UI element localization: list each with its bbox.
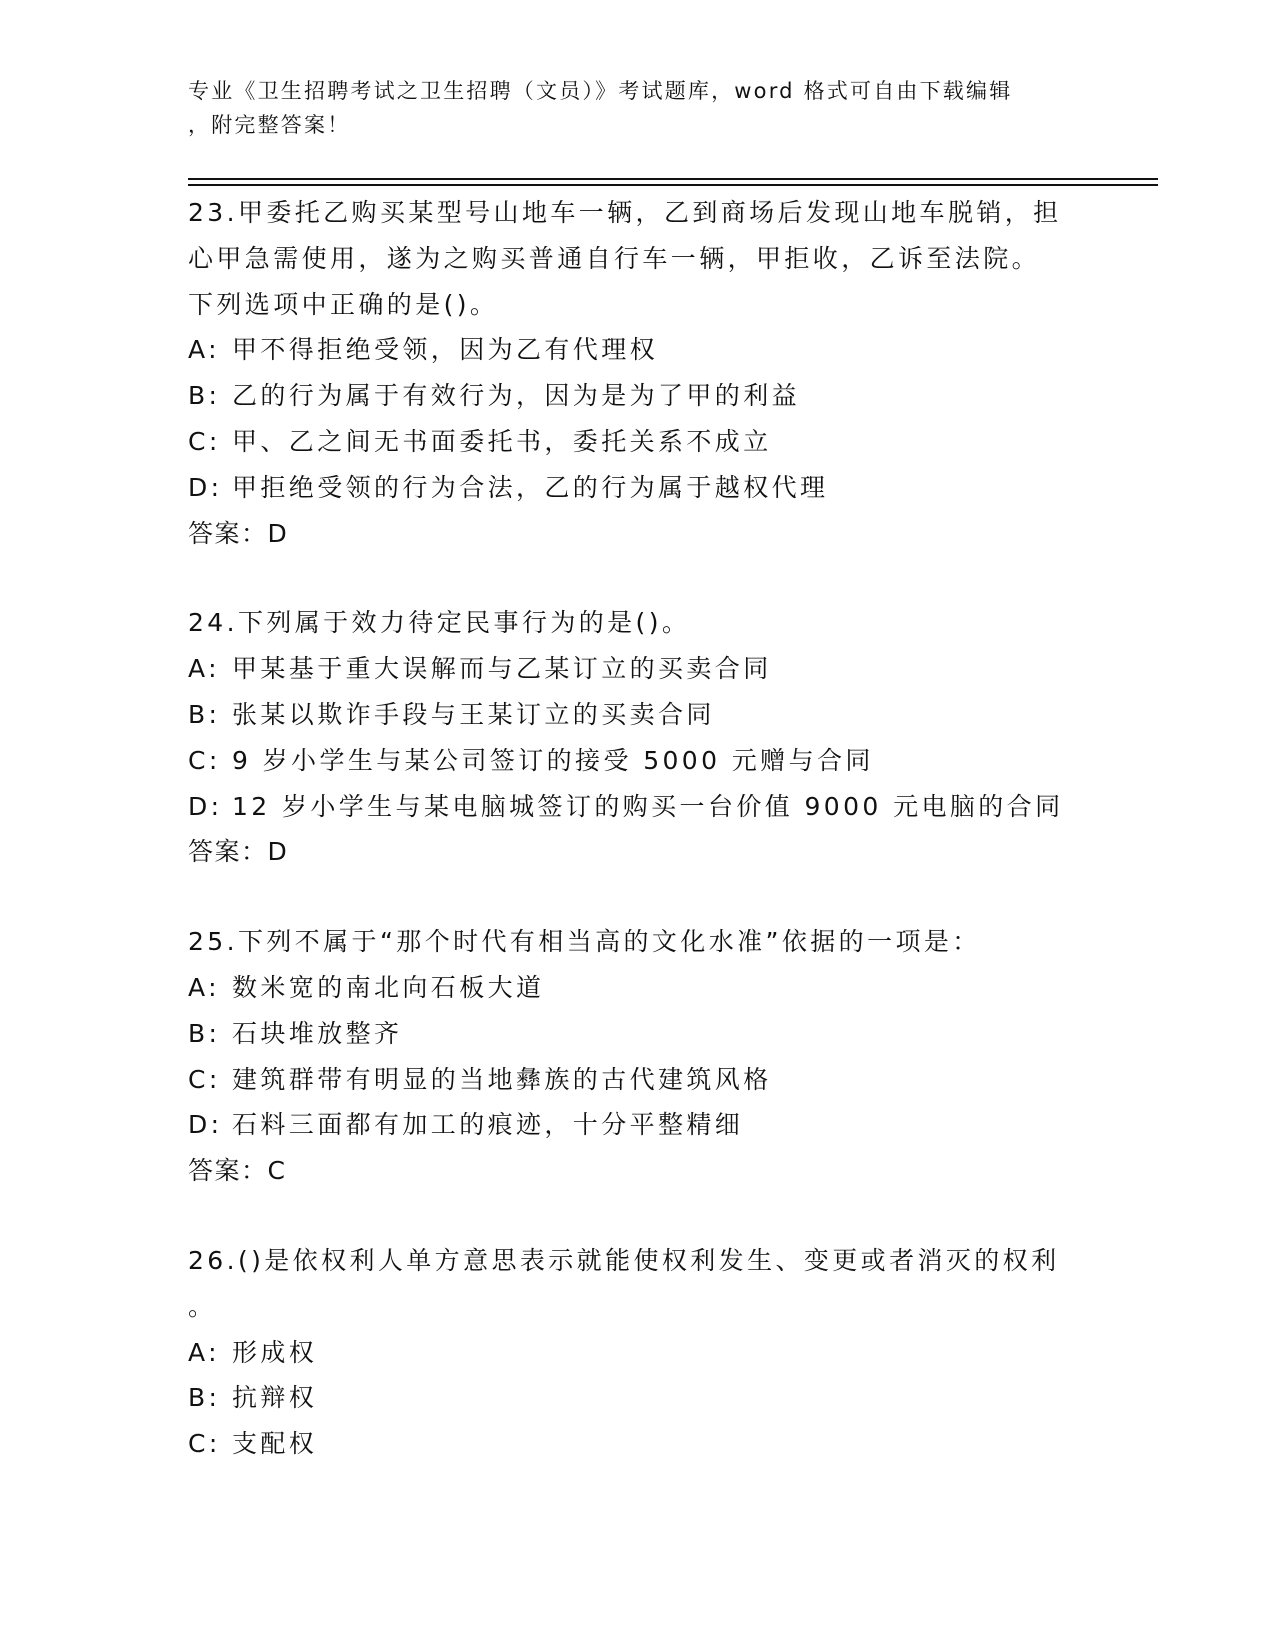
option-row	[188, 1011, 1088, 1057]
document-header	[188, 74, 1088, 142]
option-text: 数米宽的南北向石板大道	[232, 972, 545, 1002]
option-text: 张某以欺诈手段与王某订立的买卖合同	[232, 699, 715, 729]
option-row	[188, 1375, 1088, 1421]
option-letter: B:	[188, 1018, 221, 1048]
header-line-2: ，附完整答案！	[188, 113, 351, 137]
answer-line: 答案：D	[188, 837, 289, 867]
header-rule-top	[188, 178, 1158, 180]
option-text: 甲某基于重大误解而与乙某订立的买卖合同	[232, 654, 772, 684]
header-rule-bottom	[188, 184, 1158, 186]
option-row	[188, 738, 1088, 784]
question-block	[188, 1238, 1088, 1467]
option-row	[188, 646, 1088, 692]
option-row	[188, 692, 1088, 738]
option-text: 形成权	[232, 1337, 318, 1367]
option-text: 抗辩权	[232, 1383, 318, 1413]
option-letter: D:	[188, 472, 223, 502]
option-letter: A:	[188, 335, 220, 365]
option-row	[188, 373, 1088, 419]
option-row	[188, 419, 1088, 465]
option-row	[188, 465, 1088, 511]
header-line-1: 专业《卫生招聘考试之卫生招聘（文员）》考试题库，word 格式可自由下载编辑	[188, 79, 1013, 103]
option-row	[188, 1421, 1088, 1467]
option-text: 甲拒绝受领的行为合法，乙的行为属于越权代理	[232, 472, 829, 502]
answer-line: 答案：D	[188, 518, 289, 548]
option-text: 12 岁小学生与某电脑城签订的购买一台价值 9000 元电脑的合同	[232, 791, 1064, 821]
answer-line: 答案：C	[188, 1156, 287, 1186]
option-letter: A:	[188, 654, 220, 684]
option-row	[188, 1330, 1088, 1376]
option-letter: B:	[188, 699, 221, 729]
option-letter: D:	[188, 791, 223, 821]
option-letter: D:	[188, 1110, 223, 1140]
question-block	[188, 600, 1088, 875]
question-block	[188, 190, 1088, 556]
option-letter: C:	[188, 1064, 221, 1094]
question-list	[188, 190, 1088, 1511]
option-letter: B:	[188, 1383, 221, 1413]
option-letter: C:	[188, 1429, 221, 1459]
option-letter: C:	[188, 745, 221, 775]
option-text: 石块堆放整齐	[232, 1018, 403, 1048]
option-row	[188, 1102, 1088, 1148]
question-stem-line: 下列选项中正确的是()。	[188, 289, 499, 319]
option-row	[188, 327, 1088, 373]
question-stem-line: 25.下列不属于“那个时代有相当高的文化水准”依据的一项是：	[188, 927, 981, 957]
option-text: 石料三面都有加工的痕迹，十分平整精细	[232, 1110, 744, 1140]
question-stem-line: 心甲急需使用，遂为之购买普通自行车一辆，甲拒收，乙诉至法院。	[188, 243, 1041, 273]
question-stem-line: 23.甲委托乙购买某型号山地车一辆，乙到商场后发现山地车脱销，担	[188, 198, 1062, 227]
question-block	[188, 919, 1088, 1194]
question-stem-line: 26.()是依权利人单方意思表示就能使权利发生、变更或者消灭的权利	[188, 1245, 1060, 1275]
option-text: 9 岁小学生与某公司签订的接受 5000 元赠与合同	[232, 745, 874, 775]
option-row	[188, 1057, 1088, 1103]
option-letter: A:	[188, 972, 220, 1002]
option-letter: B:	[188, 381, 221, 411]
option-text: 建筑群带有明显的当地彝族的古代建筑风格	[232, 1064, 772, 1094]
question-stem-line: 24.下列属于效力待定民事行为的是()。	[188, 608, 691, 638]
option-letter: A:	[188, 1337, 220, 1367]
option-row	[188, 784, 1088, 830]
option-row	[188, 965, 1088, 1011]
option-text: 支配权	[232, 1429, 318, 1459]
option-letter: C:	[188, 426, 221, 456]
option-text: 甲不得拒绝受领，因为乙有代理权	[232, 335, 659, 365]
option-text: 甲、乙之间无书面委托书，委托关系不成立	[232, 426, 772, 456]
option-text: 乙的行为属于有效行为，因为是为了甲的利益	[232, 381, 801, 411]
question-stem-line: 。	[188, 1291, 217, 1321]
